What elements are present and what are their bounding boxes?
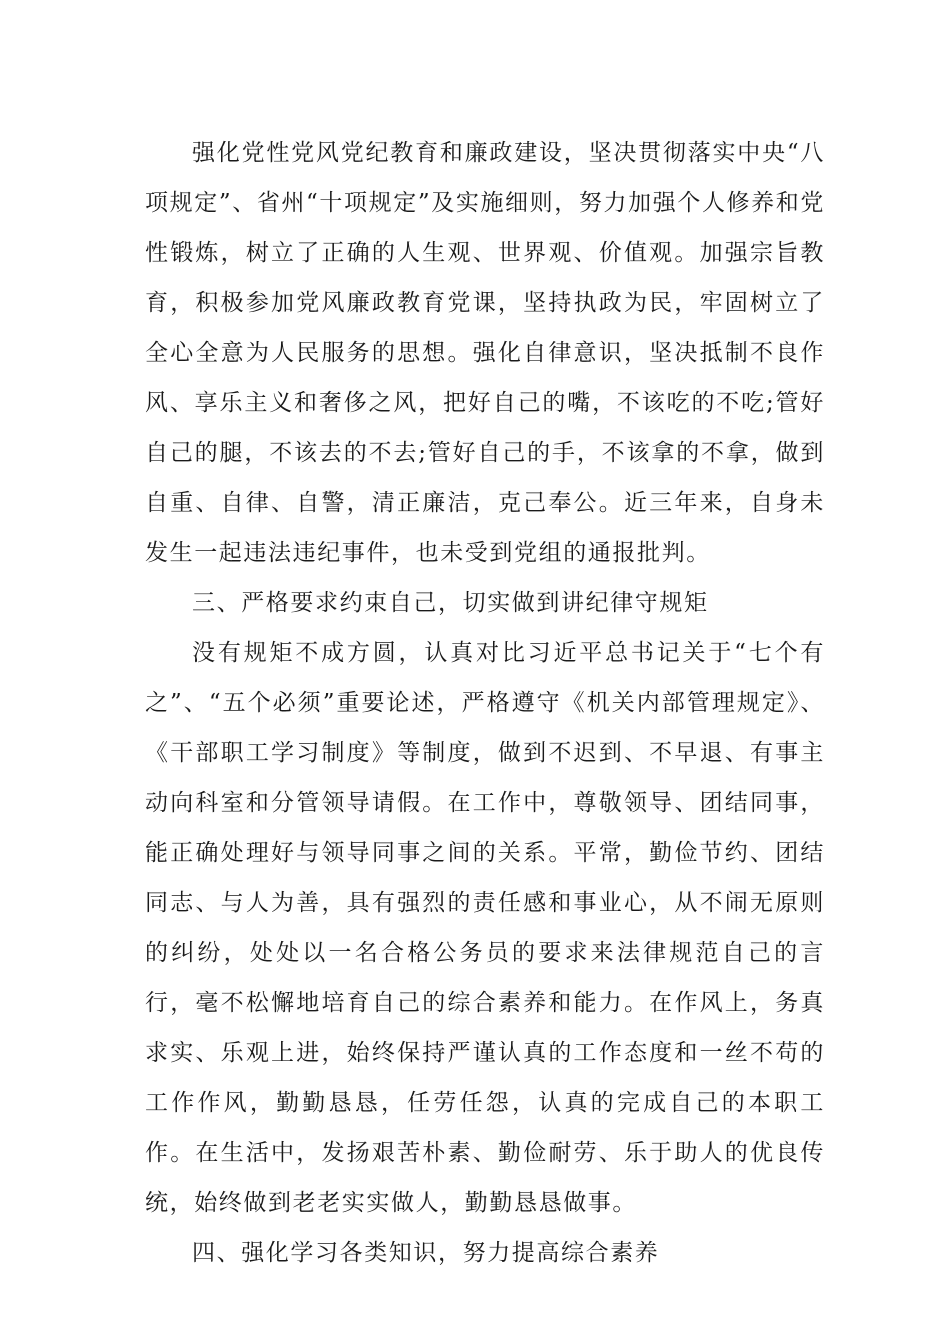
- paragraph-integrity: 强化党性党风党纪教育和廉政建设，坚决贯彻落实中央“八项规定”、省州“十项规定”及实施细则，努力加强个人修养和党性锻炼，树立了正确的人生观、世界观、价值观。加强宗旨教育，积极参加党风廉政教育党课，坚持执政为民，牢固树立了全心全意为人民服务的思想。强化自律意识，坚决抵制不良作风、享乐主义和奢侈之风，把好自己的嘴，不该吃的不吃;管好自己的腿，不该去的不去;管好自己的手，不该拿的不拿，做到自重、自律、自警，清正廉洁，克己奉公。近三年来，自身未发生一起违法违纪事件，也未受到党组的通报批判。: [145, 140, 825, 566]
- paragraph-discipline: 没有规矩不成方圆，认真对比习近平总书记关于“七个有之”、“五个必须”重要论述，严格遵守《机关内部管理规定》、《干部职工学习制度》等制度，做到不迟到、不早退、有事主动向科室和分管领导请假。在工作中，尊敬领导、团结同事，能正确处理好与领导同事之间的关系。平常，勤俭节约、团结同志、与人为善，具有强烈的责任感和事业心，从不闹无原则的纠纷，处处以一名合格公务员的要求来法律规范自己的言行，毫不松懈地培育自己的综合素养和能力。在作风上，务真求实、乐观上进，始终保持严谨认真的工作态度和一丝不苟的工作作风，勤勤恳恳，任劳任怨，认真的完成自己的本职工作。在生活中，发扬艰苦朴素、勤俭耐劳、乐于助人的优良传统，始终做到老老实实做人，勤勤恳恳做事。: [145, 640, 825, 1216]
- section-heading-3: 三、严格要求约束自己，切实做到讲纪律守规矩: [192, 590, 709, 616]
- section-heading-4: 四、强化学习各类知识，努力提高综合素养: [192, 1240, 660, 1266]
- document-body: [145, 128, 825, 1278]
